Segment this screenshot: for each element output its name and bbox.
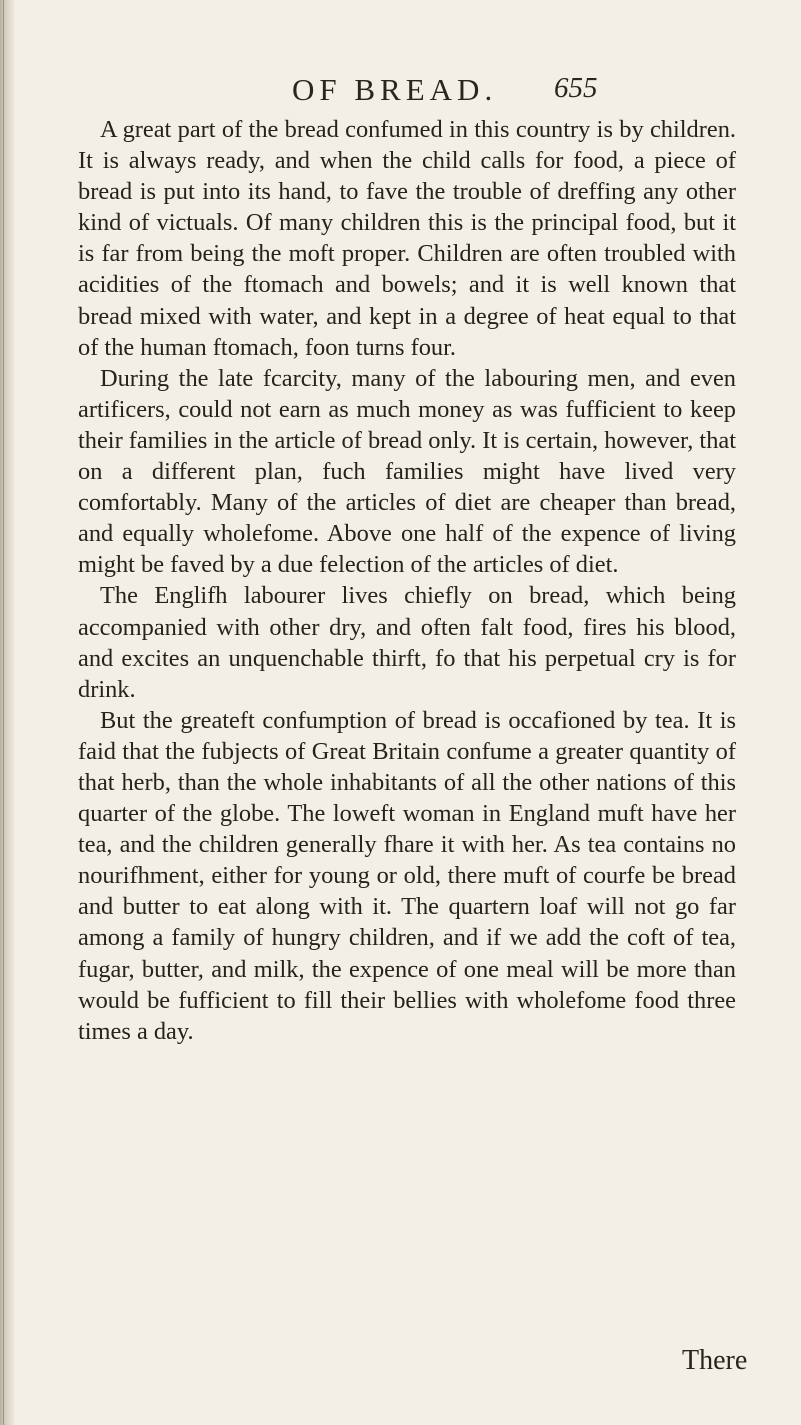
binding-edge-line: [3, 0, 4, 1425]
paragraph-tea-consumption: But the greateft confumption of bread is occafioned by tea. It is faid that the fubjects of Great Britain confume a greater quantity of that herb, than the whole inhabitants of all the other nations of this quarter of the globe. The loweft woman in England muft have her tea, and the children generally fhare it with her. As tea contains no nourifhment, either for young or old, there muft of courfe be bread and butter to eat along with it. The quartern loaf will not go far among a family of hungry children, and if we add the coft of tea, fugar, butter, and milk, the expence of one meal will be more than would be fufficient to fill their bellies with wholefome food three times a day.: [78, 706, 736, 1045]
page-spine-shadow: [0, 0, 14, 1425]
page-header: [252, 60, 612, 120]
catchword: There: [682, 1345, 748, 1376]
paragraph-children-bread: A great part of the bread confumed in this country is by children. It is always ready, and when the child calls for food, a piece of bread is put into its hand, to fave the trouble of dreffing any other kind of victuals. Of many children this is the principal food, but it is far from being the moft proper. Children are often troubled with acidities of the ftomach and bowels; and it is well known that bread mixed with water, and kept in a degree of heat equal to that of the human ftomach, foon turns four.: [78, 116, 736, 361]
page-number: 655: [554, 72, 598, 104]
body-text: [78, 114, 736, 1047]
running-head: OF BREAD.: [292, 72, 498, 107]
paragraph-scarcity: During the late fcarcity, many of the labouring men, and even artificers, could not earn as much money as was fufficient to keep their families in the article of bread only. It is certain, however, that on a different plan, fuch families might have lived very comfortably. Many of the articles of diet are cheaper than bread, and equally wholefome. Above one half of the expence of living might be faved by a due felection of the articles of diet.: [78, 364, 736, 579]
paragraph-english-labourer: The Englifh labourer lives chiefly on bread, which being accompanied with other dry, and often falt food, fires his blood, and excites an unquenchable thirft, fo that his perpetual cry is for drink.: [78, 582, 736, 703]
